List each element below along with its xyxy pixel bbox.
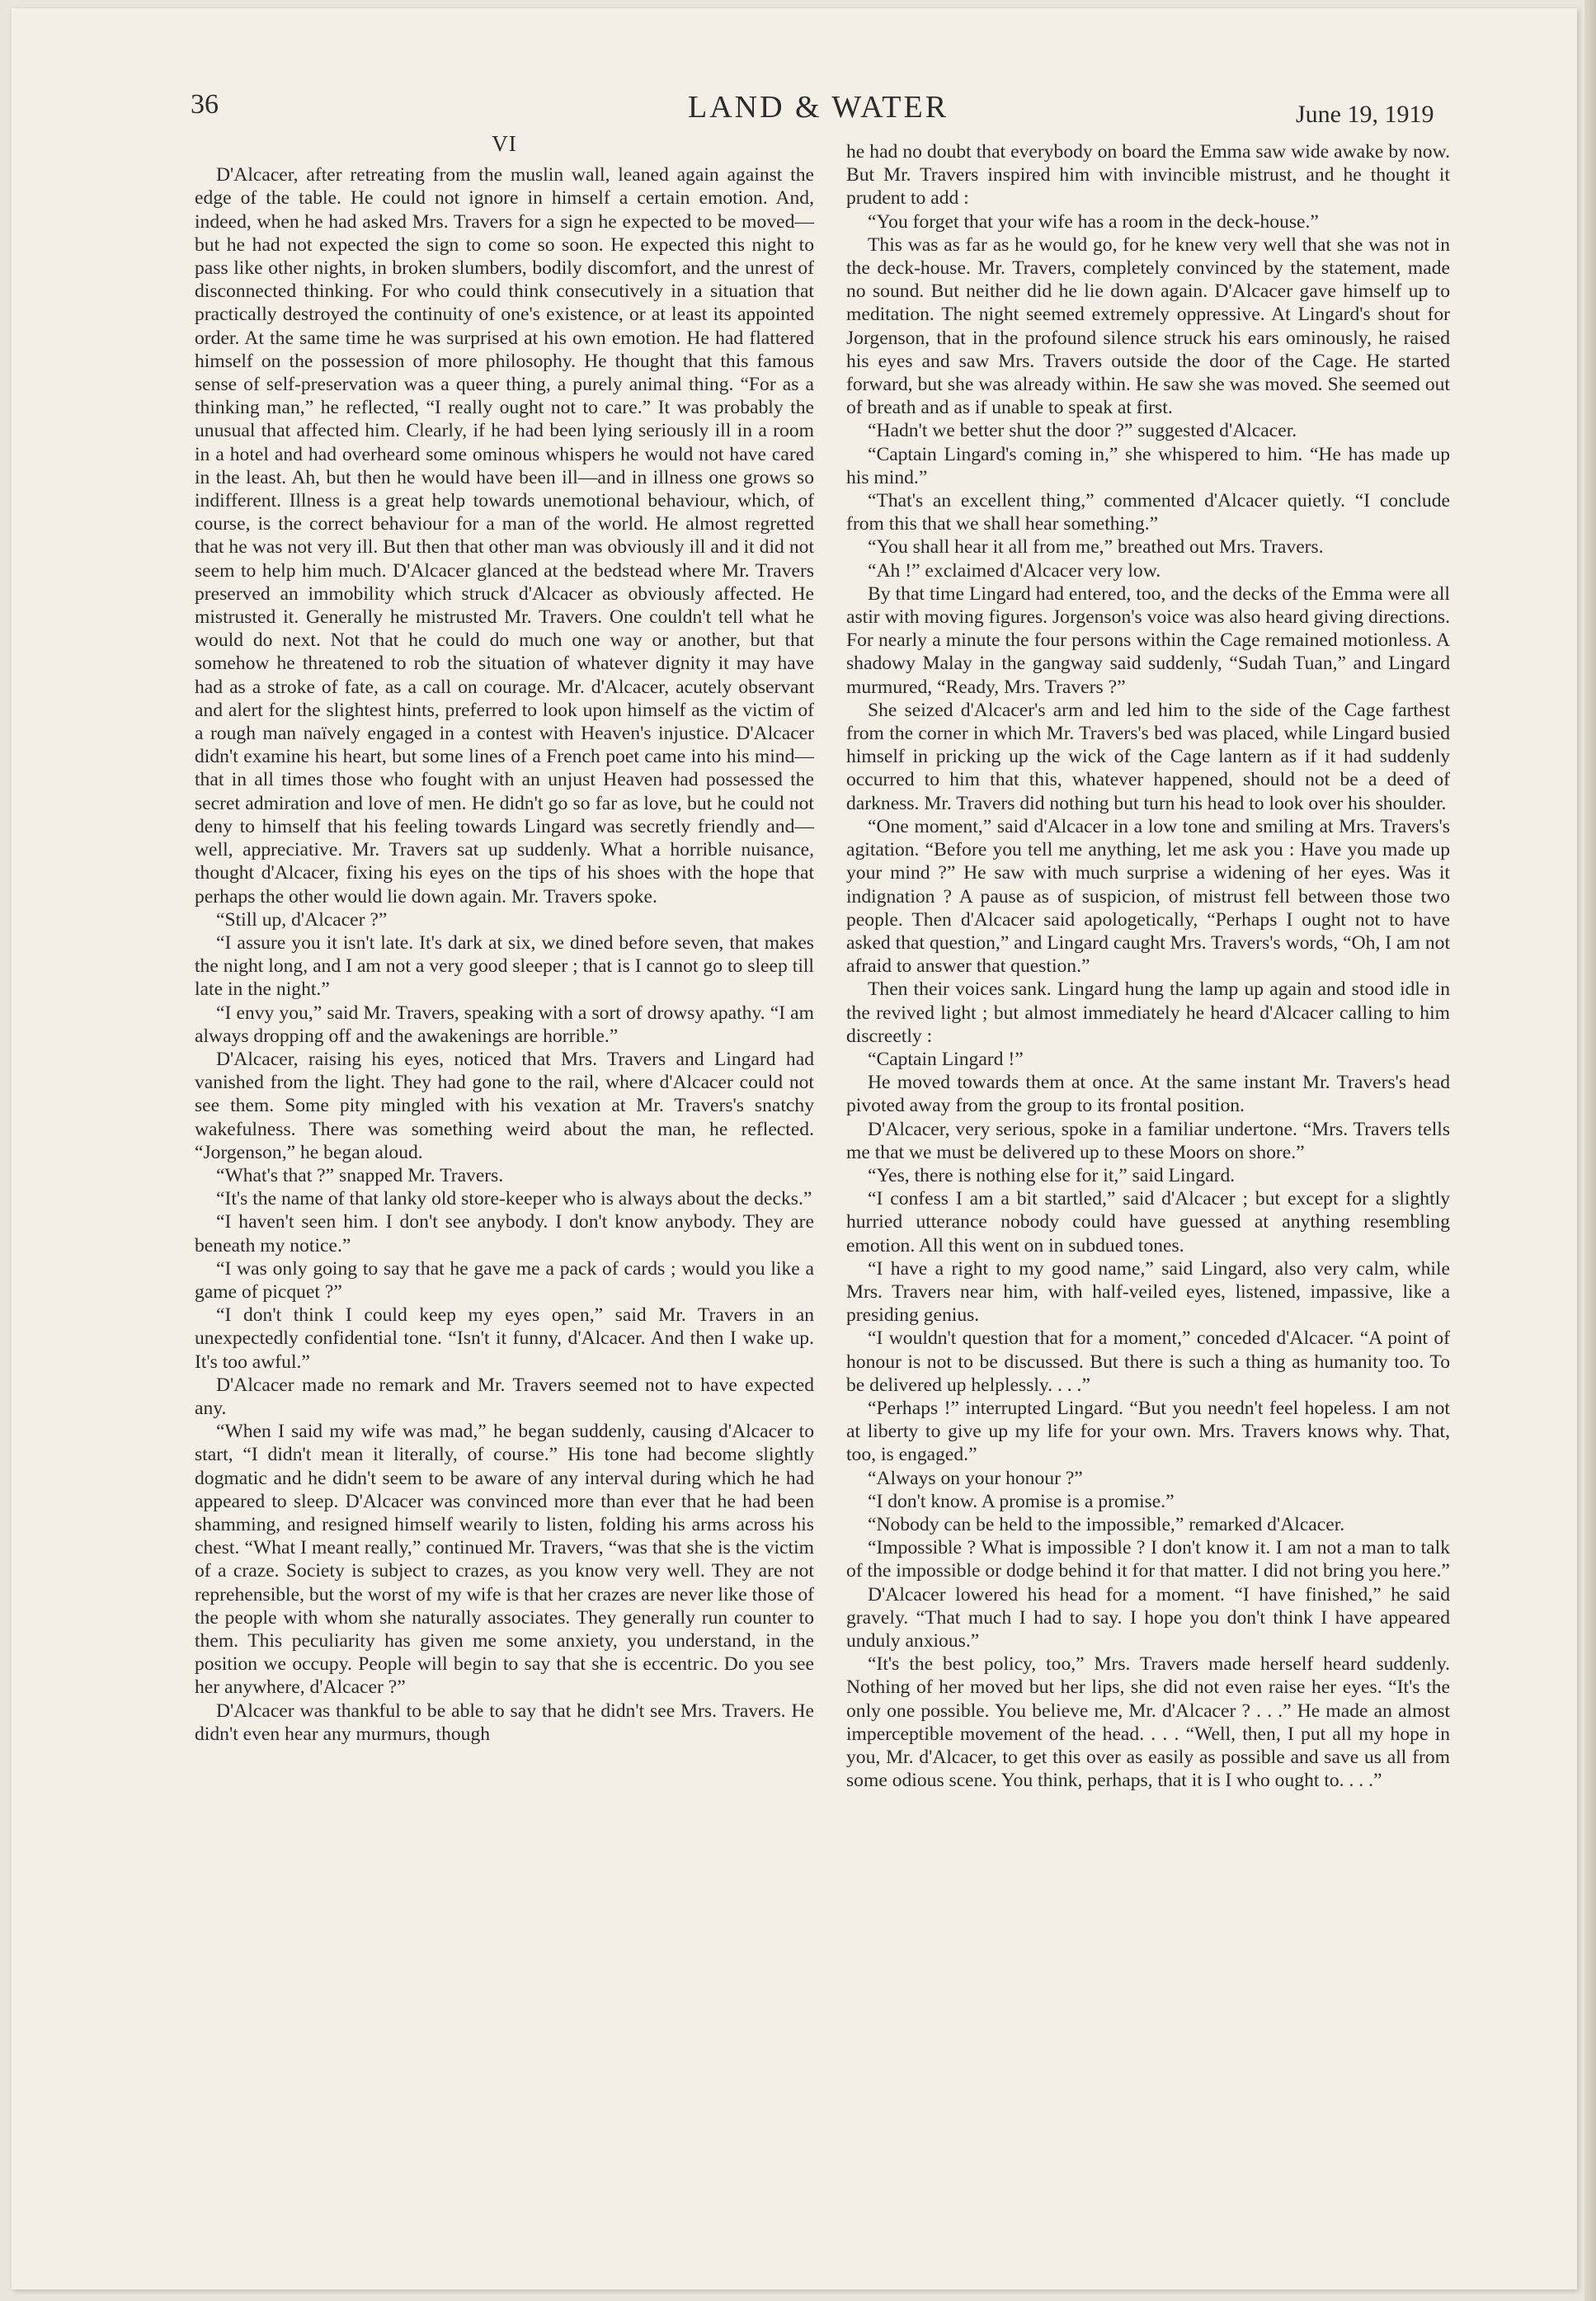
paragraph: He moved towards them at once. At the same instant Mr. Travers's head pivoted away from the group to its frontal position. [846,1072,1450,1117]
paragraph: “Captain Lingard !” [868,1048,1024,1070]
paragraph: D'Alcacer made no remark and Mr. Travers seemed not to have expected any. [195,1374,814,1419]
paragraph: he had no doubt that everybody on board the Emma saw wide awake by now. But Mr. Travers inspired him with invincible mistrust, and he thought it prudent to add : [846,141,1450,210]
paragraph: D'Alcacer, after retreating from the muslin wall, leaned again against the edge of the table. He could not ignore in himself a certain emotion. And, indeed, when he had asked Mrs. Travers for a sign he expected to be moved—but he had not expected the sign to come so soon. He expected this night to pass like other nights, in broken slumbers, bodily discomfort, and the unrest of disconnected thinking. For who could think consecutively in a situation that practically destroyed the continuity of one's existence, or at least its appointed order. At the same time he was surprised at his own emotion. He had flattered himself on the possession of more philosophy. He thought that this famous sense of self-preservation was a queer thing, a purely animal thing. “For as a thinking man,” he reflected, “I really ought not to care.” It was probably the unusual that affected him. Clearly, if he had been lying seriously ill in a room in a hotel and had overheard some ominous whispers he would not have cared in the least. Ah, but then he would have been ill—and in illness one grows so indifferent. Illness is a great help towards unemotional behaviour, which, of course, is the correct behaviour for a man of the world. He almost regretted that he was not very ill. But then that other man was obviously ill and it did not seem to help him much. D'Alcacer glanced at the bedstead where Mr. Travers preserved an immobility which struck d'Alcacer as obviously affected. He mistrusted it. Generally he mistrusted Mr. Travers. One couldn't tell what he would do next. Not that he could do much one way or another, but that somehow he threatened to rob the situation of whatever dignity it may have had as a stroke of fate, as a call on courage. Mr. d'Alcacer, acutely observant and alert for the slightest hints, preferred to look upon himself as the victim of a rough man naïvely engaged in a contest with Heaven's injustice. D'Alcacer didn't examine his heart, but some lines of a French poet came into his mind—that in all times those who fought with an unjust Heaven had possessed the secret admiration and love of men. He didn't go so far as love, but he could not deny to himself that his feeling towards Lingard was secretly friendly and—well, appreciative. Mr. Travers sat up suddenly. What a horrible nuisance, thought d'Alcacer, fixing his eyes on the tips of his shoes with the hope that perhaps the other would lie down again. Mr. Travers spoke. [195,164,814,908]
page-header [12,8,1577,140]
paragraph: “It's the best policy, too,” Mrs. Travers made herself heard suddenly. Nothing of her moved but her lips, she did not even raise her eyes. “It's the only one possible. You believe me, Mr. d'Alcacer ? . . .” He made an almost imperceptible movement of the head. . . . “Well, then, I put all my hope in you, Mr. d'Alcacer, to get this over as easily as possible and save us all from some odious scene. You think, perhaps, that it is I who ought to. . . .” [846,1653,1450,1792]
paragraph: Then their voices sank. Lingard hung the lamp up again and stood idle in the revived light ; but almost immediately he heard d'Alcacer calling to him discreetly : [846,978,1450,1047]
paragraph: “When I said my wife was mad,” he began suddenly, causing d'Alcacer to start, “I didn't mean it literally, of course.” His tone had become slightly dogmatic and he didn't seem to be aware of any interval during which he had appeared to sleep. D'Alcacer was convinced more than ever that he had been shamming, and resigned himself wearily to listen, folding his arms across his chest. “What I meant really,” continued Mr. Travers, “was that she is the victim of a craze. Society is subject to crazes, as you know very well. They are not reprehensible, but the worst of my wife is that her crazes are never like those of the people with whom she naturally associates. They generally run counter to them. This peculiarity has given me some anxiety, you understand, in the position we occupy. People will begin to say that she is eccentric. Do you see her anywhere, d'Alcacer ?” [195,1421,814,1699]
paragraph: “I confess I am a bit startled,” said d'Alcacer ; but except for a slightly hurried utterance nobody could have guessed at anything resembling emotion. All this went on in subdued tones. [846,1188,1450,1257]
right-column-text [846,140,1450,1792]
paragraph: “I wouldn't question that for a moment,” conceded d'Alcacer. “A point of honour is not to be discussed. But there is such a thing as humanity too. To be delivered up helplessly. . . .” [846,1327,1450,1396]
paragraph: D'Alcacer lowered his head for a moment. “I have finished,” he said gravely. “That much I had to say. I hope you don't think I have appeared unduly anxious.” [846,1583,1450,1652]
paragraph: “I assure you it isn't late. It's dark at six, we dined before seven, that makes the night long, and I am not a very good sleeper ; that is I cannot go to sleep till late in the night.” [195,931,814,1001]
section-number: VI [492,131,517,156]
paragraph: By that time Lingard had entered, too, and the decks of the Emma were all astir with moving figures. Jorgenson's voice was also heard giving directions. For nearly a minute the four persons within the Cage remained motionless. A shadowy Malay in the gangway said suddenly, “Sudah Tuan,” and Lingard murmured, “Ready, Mrs. Travers ?” [846,582,1450,698]
page-edge [1584,0,1596,2301]
paragraph: D'Alcacer, raising his eyes, noticed that Mrs. Travers and Lingard had vanished from the light. They had gone to the rail, where d'Alcacer could not see them. Some pity mingled with his vexation at Mr. Travers's snatchy wakefulness. There was something weird about the man, he reflected. “Jorgenson,” he began aloud. [195,1048,814,1163]
paragraph: “Yes, there is nothing else for it,” said Lingard. [868,1164,1236,1186]
paragraph: “Nobody can be held to the impossible,” remarked d'Alcacer. [868,1513,1345,1535]
paragraph: “That's an excellent thing,” commented d'Alcacer quietly. “I conclude from this that we shall hear something.” [846,490,1450,535]
paragraph: She seized d'Alcacer's arm and led him to the side of the Cage farthest from the corner in which Mr. Travers's bed was placed, while Lingard busied himself in pricking up the wick of the Cage lantern as if it had suddenly occurred to him that this, whatever happened, should not be a deed of darkness. Mr. Travers did nothing but turn his head to look over his shoulder. [846,699,1450,814]
paragraph: “Impossible ? What is impossible ? I don't know it. I am not a man to talk of the impossible or dodge behind it for that matter. I did not bring you here.” [846,1537,1450,1582]
paragraph: “Perhaps !” interrupted Lingard. “But you needn't feel hopeless. I am not at liberty to give up my life for your own. Mrs. Travers knows why. That, too, is engaged.” [846,1397,1450,1466]
paragraph: “I don't know. A promise is a promise.” [868,1490,1175,1512]
page-number: 36 [191,89,219,120]
paragraph: “I have a right to my good name,” said Lingard, also very calm, while Mrs. Travers near him, with half-veiled eyes, listened, impassive, like a presiding genius. [846,1257,1450,1327]
page-sheet [12,8,1577,2289]
paragraph: “You shall hear it all from me,” breathed out Mrs. Travers. [868,536,1324,559]
paragraph: “I envy you,” said Mr. Travers, speaking with a sort of drowsy apathy. “I am always dropping off and the awakenings are horrible.” [195,1002,814,1047]
paragraph: “Captain Lingard's coming in,” she whispered to him. “He has made up his mind.” [846,443,1450,488]
paragraph: “What's that ?” snapped Mr. Travers. [216,1164,504,1186]
left-column [195,132,814,1746]
paragraph: “It's the name of that lanky old store-keeper who is always about the decks.” [216,1188,812,1210]
paragraph: “One moment,” said d'Alcacer in a low tone and smiling at Mrs. Travers's agitation. “Before you tell me anything, let me ask you : Have you made up your mind ?” He saw with much surprise a widening of her eyes. Was it indignation ? A pause as of suspicion, of mistrust fell between those two people. Then d'Alcacer said apologetically, “Perhaps I ought not to have asked that question,” and Lingard caught Mrs. Travers's words, “Oh, I am not afraid to answer that question.” [846,815,1450,978]
paragraph: This was as far as he would go, for he knew very well that she was not in the deck-house. Mr. Travers, completely convinced by the statement, made no sound. But neither did he lie down again. D'Alcacer gave himself up to meditation. The night seemed extremely oppressive. At Lingard's shout for Jorgenson, that in the profound silence struck his ears ominously, he raised his eyes and saw Mrs. Travers outside the door of the Cage. He started forward, but she was already within. He saw she was moved. She seemed out of breath and as if unable to speak at first. [846,233,1450,419]
paragraph: D'Alcacer was thankful to be able to say that he didn't see Mrs. Travers. He didn't even hear any murmurs, though [195,1700,814,1745]
paragraph: “I was only going to say that he gave me a pack of cards ; would you like a game of picquet ?” [195,1257,814,1303]
paragraph: “Still up, d'Alcacer ?” [216,908,388,931]
paragraph: “Hadn't we better shut the door ?” suggested d'Alcacer. [868,420,1297,442]
left-column-text [195,163,814,1746]
issue-date: June 19, 1919 [1296,101,1434,128]
paragraph: “Ah !” exclaimed d'Alcacer very low. [868,559,1161,582]
masthead: LAND & WATER [688,90,949,125]
paragraph: D'Alcacer, very serious, spoke in a familiar undertone. “Mrs. Travers tells me that we must be delivered up to these Moors on shore.” [846,1118,1450,1163]
right-column [846,140,1450,1792]
paragraph: “I haven't seen him. I don't see anybody. I don't know anybody. They are beneath my notice.” [195,1211,814,1257]
paragraph: “You forget that your wife has a room in the deck-house.” [868,210,1319,233]
paragraph: “Always on your honour ?” [868,1467,1083,1489]
paragraph: “I don't think I could keep my eyes open,” said Mr. Travers in an unexpectedly confidential tone. “Isn't it funny, d'Alcacer. And then I wake up. It's too awful.” [195,1304,814,1373]
